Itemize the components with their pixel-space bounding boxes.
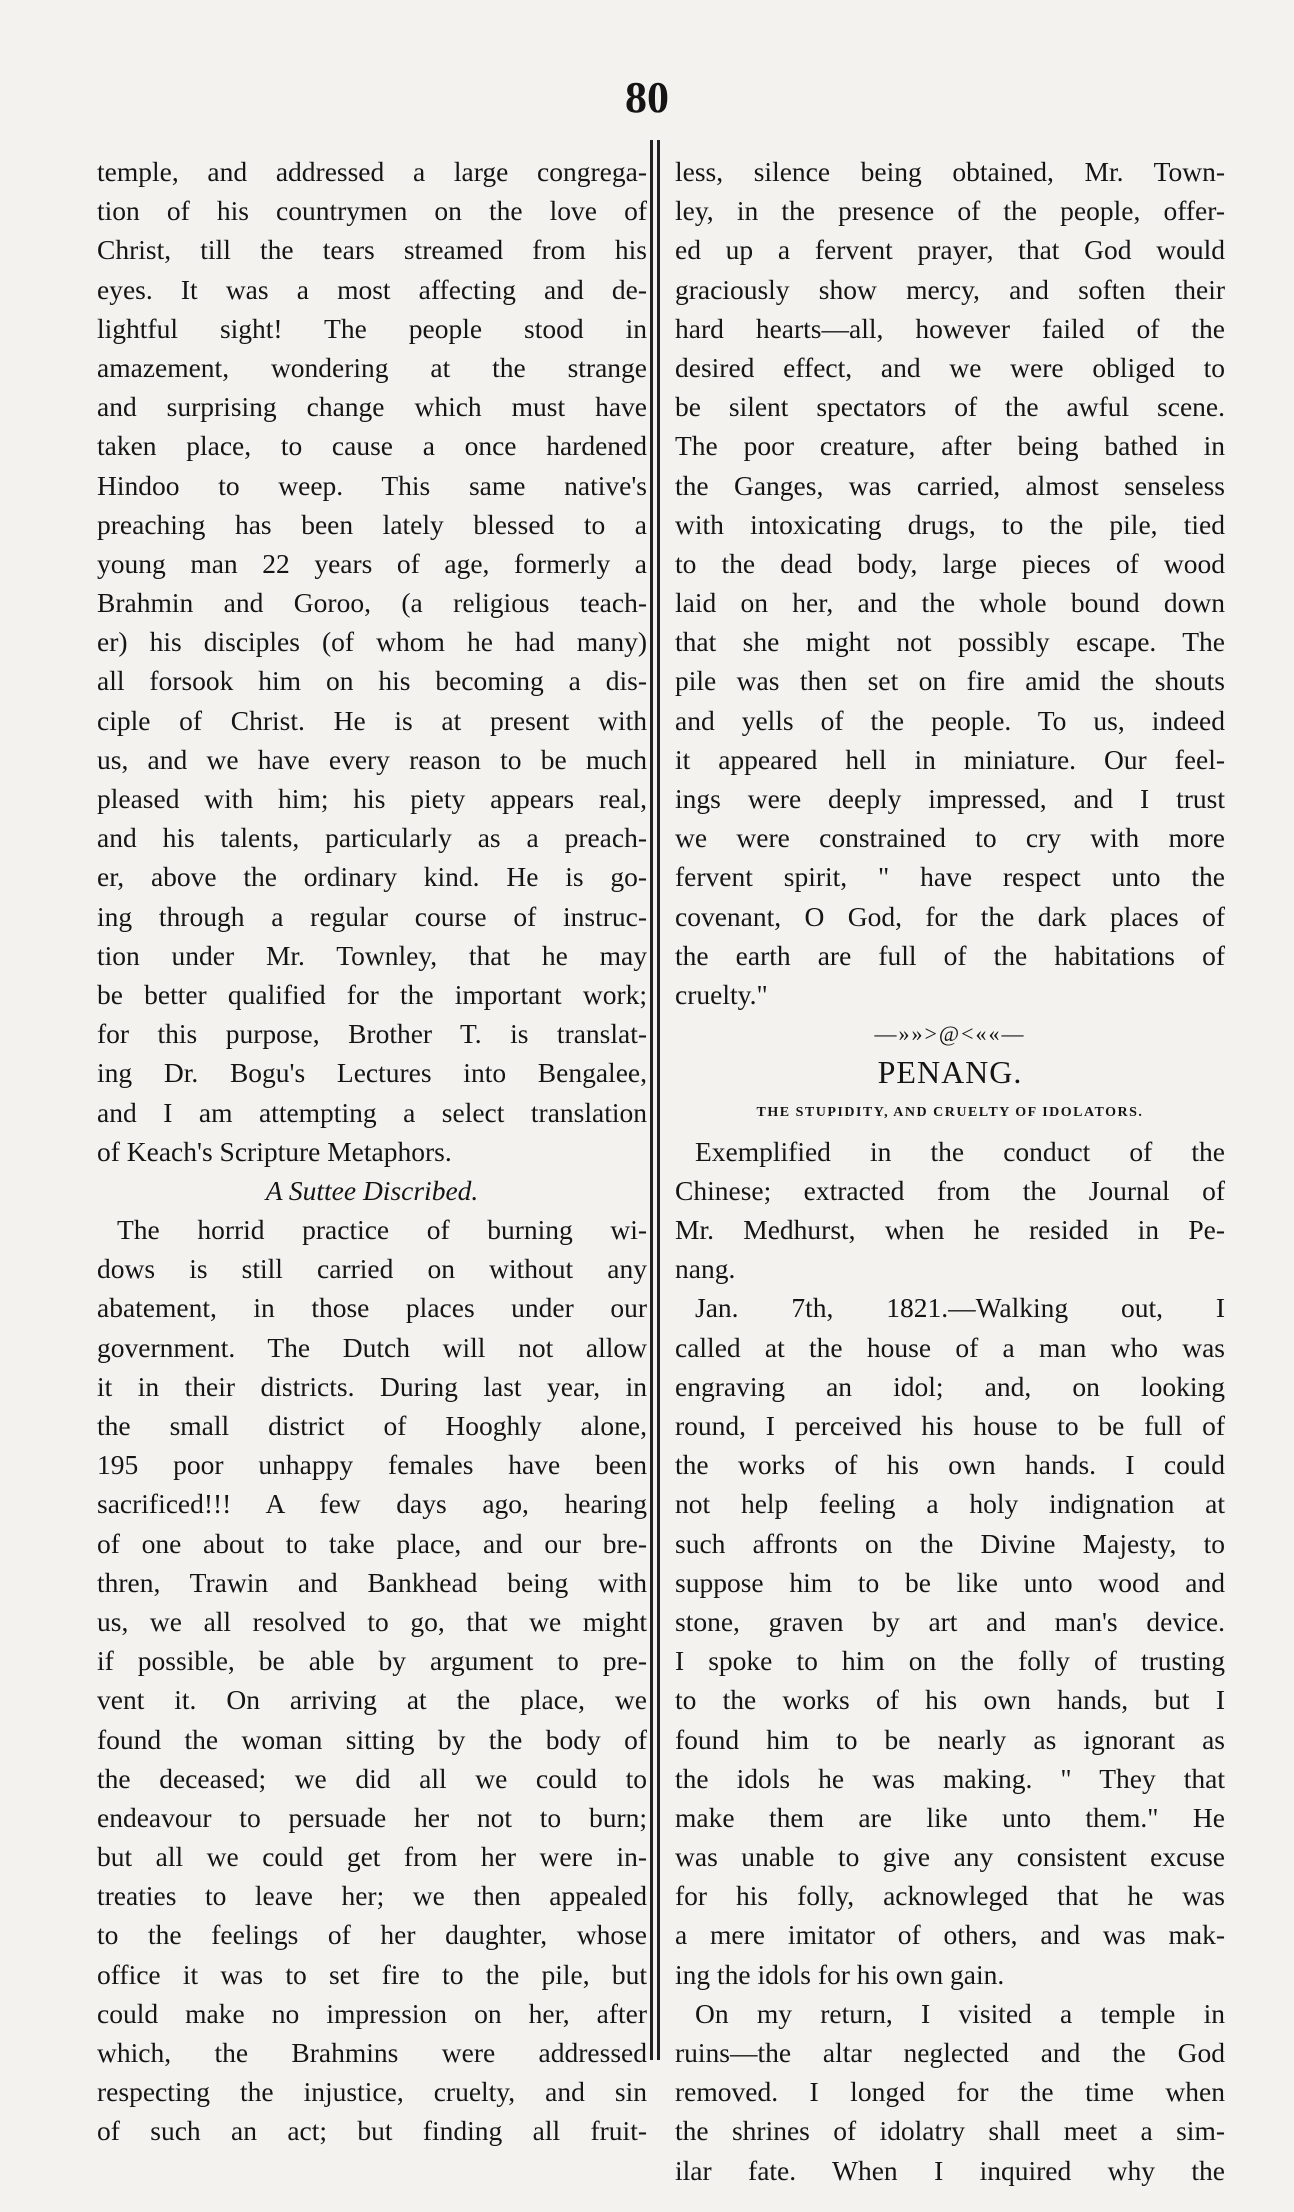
text-line: endeavour to persuade her not to burn; <box>97 1801 647 1833</box>
text-line: the shrines of idolatry shall meet a sim- <box>675 2115 1225 2147</box>
text-line: graciously show mercy, and soften their <box>675 273 1225 305</box>
text-line: I spoke to him on the folly of trusting <box>675 1645 1225 1677</box>
text-line: abatement, in those places under our <box>97 1292 647 1324</box>
text-line: 195 poor unhappy females have been <box>97 1449 647 1481</box>
text-line: The horrid practice of burning wi- <box>117 1214 647 1246</box>
text-line: but all we could get from her were in- <box>97 1841 647 1873</box>
text-line: that she might not possibly escape. The <box>675 626 1225 658</box>
text-line: the deceased; we did all we could to <box>97 1762 647 1794</box>
text-line: stone, graven by art and man's device. <box>675 1605 1225 1637</box>
text-line: us, we all resolved to go, that we might <box>97 1605 647 1637</box>
text-line: we were constrained to cry with more <box>675 822 1225 854</box>
text-line: Chinese; extracted from the Journal of <box>675 1174 1225 1206</box>
text-line: Christ, till the tears streamed from his <box>97 234 647 266</box>
text-line: the Ganges, was carried, almost senseless <box>675 469 1225 501</box>
text-line: cruelty." <box>675 978 768 1010</box>
text-line: the works of his own hands. I could <box>675 1449 1225 1481</box>
text-line: ings were deeply impressed, and I trust <box>675 783 1225 814</box>
text-line: be silent spectators of the awful scene. <box>675 391 1225 423</box>
text-line: ruins—the altar neglected and the God <box>675 2037 1225 2068</box>
text-line: Hindoo to weep. This same native's <box>97 469 647 501</box>
text-line: not help feeling a holy indignation at <box>675 1488 1225 1520</box>
text-line: removed. I longed for the time when <box>675 2076 1225 2108</box>
text-line: the earth are full of the habitations of <box>675 939 1225 971</box>
section-subheading: THE STUPIDITY, AND CRUELTY OF IDOLATORS. <box>756 1104 1144 1120</box>
text-line: tion under Mr. Townley, that he may <box>97 939 647 971</box>
text-line: to the dead body, large pieces of wood <box>675 547 1225 579</box>
text-line: of such an act; but finding all fruit- <box>97 2115 647 2147</box>
text-line: ed up a fervent prayer, that God would <box>675 234 1225 266</box>
text-line: desired effect, and we were obliged to <box>675 351 1225 383</box>
text-line: Exemplified in the conduct of the <box>695 1135 1225 1167</box>
text-line: eyes. It was a most affecting and de- <box>97 273 647 305</box>
text-line: it appeared hell in miniature. Our feel- <box>675 743 1225 775</box>
text-line: called at the house of a man who was <box>675 1331 1225 1363</box>
ornament-divider: —»»>@<««— <box>874 1021 1026 1047</box>
text-line: round, I perceived his house to be full of <box>675 1410 1225 1441</box>
text-line: dows is still carried on without any <box>97 1253 647 1285</box>
text-line: it in their districts. During last year, in <box>97 1370 647 1402</box>
section-heading: A Suttee Discribed. <box>265 1174 479 1206</box>
text-line: and surprising change which must have <box>97 391 647 423</box>
text-line: such affronts on the Divine Majesty, to <box>675 1527 1225 1559</box>
text-line: On my return, I visited a temple in <box>695 1997 1225 2029</box>
text-line: and yells of the people. To us, indeed <box>675 704 1225 736</box>
text-line: ing through a regular course of instruc- <box>97 900 647 932</box>
text-line: taken place, to cause a once hardened <box>97 430 647 462</box>
text-line: amazement, wondering at the strange <box>97 351 647 383</box>
text-line: ilar fate. When I inquired why the <box>675 2154 1225 2186</box>
text-line: Mr. Medhurst, when he resided in Pe- <box>675 1214 1225 1246</box>
text-line: fervent spirit, " have respect unto the <box>675 861 1225 893</box>
text-line: be better qualified for the important work; <box>97 978 647 1010</box>
text-line: the idols he was making. " They that <box>675 1762 1225 1794</box>
text-line: less, silence being obtained, Mr. Town- <box>675 156 1225 187</box>
text-line: which, the Brahmins were addressed <box>97 2037 647 2068</box>
text-line: could make no impression on her, after <box>97 1997 647 2029</box>
left-column <box>97 152 647 2151</box>
text-line: if possible, be able by argument to pre- <box>97 1645 647 1677</box>
text-line: found him to be nearly as ignorant as <box>675 1723 1225 1755</box>
text-line: found the woman sitting by the body of <box>97 1723 647 1755</box>
text-line: pleased with him; his piety appears real, <box>97 783 647 814</box>
text-line: hard hearts—all, however failed of the <box>675 312 1225 344</box>
text-line: engraving an idol; and, on looking <box>675 1370 1225 1402</box>
text-line: temple, and addressed a large congrega- <box>97 156 647 187</box>
text-line: was unable to give any consistent excuse <box>675 1841 1225 1873</box>
text-line: pile was then set on fire amid the shouts <box>675 665 1225 697</box>
text-line: preaching has been lately blessed to a <box>97 508 647 540</box>
text-line: er, above the ordinary kind. He is go- <box>97 861 647 893</box>
text-line: the small district of Hooghly alone, <box>97 1410 647 1441</box>
text-line: a mere imitator of others, and was mak- <box>675 1919 1225 1951</box>
text-line: all forsook him on his becoming a dis- <box>97 665 647 697</box>
column-divider-rule <box>657 140 660 2060</box>
text-line: of Keach's Scripture Metaphors. <box>97 1135 452 1167</box>
text-line: make them are like unto them." He <box>675 1801 1225 1833</box>
text-line: treaties to leave her; we then appealed <box>97 1880 647 1912</box>
text-line: lightful sight! The people stood in <box>97 312 647 344</box>
text-line: for this purpose, Brother T. is translat- <box>97 1018 647 1050</box>
text-line: and his talents, particularly as a preach- <box>97 822 647 854</box>
text-line: laid on her, and the whole bound down <box>675 587 1225 619</box>
section-heading: PENANG. <box>877 1054 1023 1091</box>
text-line: us, and we have every reason to be much <box>97 743 647 775</box>
page-number: 80 <box>625 73 669 122</box>
right-column <box>675 152 1225 2190</box>
text-line: ing Dr. Bogu's Lectures into Bengalee, <box>97 1057 647 1089</box>
text-line: young man 22 years of age, formerly a <box>97 547 647 579</box>
text-line: ley, in the presence of the people, offer- <box>675 195 1225 227</box>
text-line: vent it. On arriving at the place, we <box>97 1684 647 1716</box>
text-line: thren, Trawin and Bankhead being with <box>97 1566 647 1598</box>
text-line: sacrificed!!! A few days ago, hearing <box>97 1488 647 1520</box>
text-line: to the works of his own hands, but I <box>675 1684 1225 1716</box>
text-line: suppose him to be like unto wood and <box>675 1566 1225 1598</box>
text-line: ciple of Christ. He is at present with <box>97 704 647 736</box>
text-line: of one about to take place, and our bre- <box>97 1527 647 1559</box>
text-line: government. The Dutch will not allow <box>97 1331 647 1363</box>
text-line: Jan. 7th, 1821.—Walking out, I <box>695 1292 1225 1324</box>
text-line: ing the idols for his own gain. <box>675 1958 1005 1990</box>
text-line: nang. <box>675 1253 736 1285</box>
text-line: respecting the injustice, cruelty, and sin <box>97 2076 647 2108</box>
text-line: to the feelings of her daughter, whose <box>97 1919 647 1951</box>
text-line: er) his disciples (of whom he had many) <box>97 626 647 658</box>
text-line: and I am attempting a select translation <box>97 1096 647 1128</box>
text-line: Brahmin and Goroo, (a religious teach- <box>97 587 647 619</box>
column-divider-rule <box>650 140 653 2060</box>
text-line: covenant, O God, for the dark places of <box>675 900 1225 932</box>
text-line: for his folly, acknowleged that he was <box>675 1880 1225 1912</box>
text-line: office it was to set fire to the pile, but <box>97 1958 647 1990</box>
text-line: tion of his countrymen on the love of <box>97 195 647 227</box>
text-line: with intoxicating drugs, to the pile, tied <box>675 508 1225 540</box>
text-line: The poor creature, after being bathed in <box>675 430 1225 462</box>
